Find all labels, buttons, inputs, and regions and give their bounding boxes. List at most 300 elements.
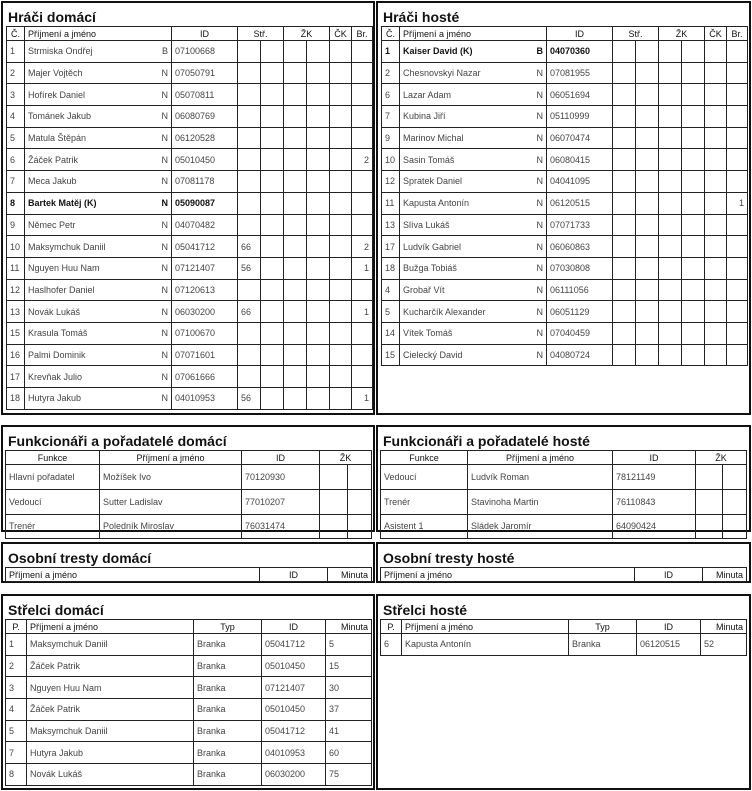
player-yellow-1 [284, 236, 307, 258]
player-row [7, 257, 373, 279]
player-goals [238, 192, 261, 214]
player-name-cell [25, 257, 172, 279]
player-yellow-2 [682, 62, 705, 84]
col-id: ID [635, 568, 703, 582]
player-row [382, 149, 748, 171]
scorer-name: Maksymchuk Daniil [27, 720, 194, 742]
player-goals-extra [636, 41, 659, 63]
player-flag: B [161, 46, 168, 57]
player-yellow-1 [284, 344, 307, 366]
player-goals-extra [636, 301, 659, 323]
player-name: Strmiska Ondřej [28, 46, 93, 57]
official-role: Vedoucí [6, 489, 100, 514]
player-id: 07081178 [172, 171, 238, 193]
player-name: Meca Jakub [28, 176, 77, 187]
player-name-cell [25, 149, 172, 171]
official-yellow-2 [348, 489, 372, 514]
player-id: 07071601 [172, 344, 238, 366]
player-goals-extra [636, 171, 659, 193]
player-name: Lazar Adam [403, 89, 452, 100]
col-br: Br. [727, 27, 748, 41]
player-name-cell [400, 41, 547, 63]
player-row [7, 214, 373, 236]
players-home-panel [1, 1, 375, 415]
player-flag: N [161, 89, 168, 100]
scorer-minute: 15 [326, 655, 372, 677]
player-name: Krevňak Julio [28, 371, 83, 382]
player-goals [613, 257, 636, 279]
scorer-row [381, 634, 747, 656]
player-id: 05110999 [547, 106, 613, 128]
player-id: 04041095 [547, 171, 613, 193]
scorer-row [6, 634, 372, 656]
player-yellow-1 [284, 84, 307, 106]
official-name: Možíšek Ivo [100, 465, 242, 490]
player-row [7, 171, 373, 193]
player-yellow-1 [659, 106, 682, 128]
player-name: Vítek Tomáš [403, 328, 453, 339]
official-yellow-2 [348, 514, 372, 539]
penalties-away-title: Osobní tresty hosté [383, 550, 515, 566]
player-flag: N [536, 306, 543, 317]
player-red [330, 388, 352, 410]
player-name-cell [400, 171, 547, 193]
player-red [330, 106, 352, 128]
player-id: 05090087 [172, 192, 238, 214]
official-id: 76031474 [242, 514, 320, 539]
player-br [352, 366, 373, 388]
player-flag: N [536, 349, 543, 360]
player-flag: N [161, 198, 168, 209]
player-yellow-2 [307, 344, 330, 366]
player-name-cell [400, 236, 547, 258]
player-name: Hofírek Daniel [28, 89, 86, 100]
player-number: 12 [382, 171, 400, 193]
player-flag: N [161, 241, 168, 252]
player-number: 6 [7, 149, 25, 171]
player-flag: N [161, 263, 168, 274]
player-goals [613, 344, 636, 366]
col-minute: Minuta [328, 568, 372, 582]
scorer-order: 5 [6, 720, 27, 742]
player-red [330, 301, 352, 323]
player-name: Matula Štěpán [28, 133, 87, 144]
player-yellow-2 [682, 171, 705, 193]
official-id: 76110843 [613, 489, 696, 514]
col-type: Typ [569, 620, 637, 634]
player-name: Slíva Lukáš [403, 219, 450, 230]
col-minute: Minuta [701, 620, 747, 634]
player-name: Cielecký David [403, 349, 463, 360]
col-id: ID [242, 451, 320, 465]
scorer-minute: 5 [326, 634, 372, 656]
player-goals: 56 [238, 257, 261, 279]
player-number: 11 [7, 257, 25, 279]
player-row [7, 84, 373, 106]
player-row [382, 127, 748, 149]
player-flag: N [161, 219, 168, 230]
player-br [352, 62, 373, 84]
player-goals: 66 [238, 301, 261, 323]
officials-home-title: Funkcionáři a pořadatelé domácí [8, 433, 227, 449]
player-number: 7 [7, 171, 25, 193]
col-no: Č. [382, 27, 400, 41]
official-role: Trenér [6, 514, 100, 539]
player-red [330, 149, 352, 171]
player-id: 07050791 [172, 62, 238, 84]
player-yellow-2 [682, 279, 705, 301]
player-yellow-2 [682, 257, 705, 279]
player-name-cell [25, 388, 172, 410]
col-name: Příjmení a jméno [25, 27, 172, 41]
player-red [705, 149, 727, 171]
player-goals [613, 84, 636, 106]
player-number: 10 [7, 236, 25, 258]
player-yellow-1 [284, 322, 307, 344]
player-red [705, 236, 727, 258]
scorer-minute: 41 [326, 720, 372, 742]
player-br: 1 [727, 192, 748, 214]
player-name: Bartek Matěj (K) [28, 198, 97, 209]
player-yellow-1 [284, 279, 307, 301]
player-br: 1 [352, 257, 373, 279]
player-goals [613, 127, 636, 149]
player-number: 17 [382, 236, 400, 258]
player-row [382, 301, 748, 323]
player-id: 07100668 [172, 41, 238, 63]
player-br [727, 344, 748, 366]
scorer-row [6, 677, 372, 699]
player-goals-extra [636, 236, 659, 258]
player-number: 3 [7, 84, 25, 106]
col-goals: Stř. [613, 27, 659, 41]
player-flag: N [536, 284, 543, 295]
player-goals [613, 106, 636, 128]
player-br [727, 62, 748, 84]
player-red [705, 84, 727, 106]
officials-away-panel [376, 425, 751, 532]
player-red [705, 344, 727, 366]
player-br: 2 [352, 149, 373, 171]
player-goals [238, 84, 261, 106]
player-row [7, 149, 373, 171]
scorers-away-title: Střelci hosté [383, 602, 468, 618]
col-id: ID [637, 620, 701, 634]
scorer-order: 6 [381, 634, 402, 656]
player-yellow-2 [682, 106, 705, 128]
scorer-order: 2 [6, 655, 27, 677]
official-name: Ludvík Roman [468, 465, 613, 490]
player-yellow-1 [659, 214, 682, 236]
scorers-home-table [5, 619, 372, 786]
scorer-row [6, 720, 372, 742]
official-role: Trenér [381, 489, 468, 514]
player-row [7, 236, 373, 258]
player-number: 4 [382, 279, 400, 301]
player-br: 1 [352, 388, 373, 410]
col-id: ID [613, 451, 696, 465]
player-flag: N [536, 198, 543, 209]
player-id: 05010450 [172, 149, 238, 171]
player-goals-extra [261, 344, 284, 366]
player-name-cell [25, 192, 172, 214]
player-name: Sasin Tomáš [403, 154, 455, 165]
player-row [382, 236, 748, 258]
player-goals [238, 106, 261, 128]
player-yellow-1 [659, 149, 682, 171]
player-row [382, 62, 748, 84]
player-yellow-1 [284, 301, 307, 323]
scorer-id: 05041712 [262, 634, 326, 656]
player-id: 06070474 [547, 127, 613, 149]
col-id: ID [547, 27, 613, 41]
player-red [330, 127, 352, 149]
player-goals-extra [261, 279, 284, 301]
player-id: 06060863 [547, 236, 613, 258]
player-br [352, 344, 373, 366]
player-yellow-1 [284, 388, 307, 410]
player-name-cell [25, 322, 172, 344]
player-goals [238, 344, 261, 366]
player-name-cell [25, 106, 172, 128]
player-yellow-1 [659, 301, 682, 323]
col-yellow: ŽK [320, 451, 372, 465]
player-name-cell [400, 62, 547, 84]
player-id: 07100670 [172, 322, 238, 344]
player-yellow-2 [307, 41, 330, 63]
player-id: 06120515 [547, 192, 613, 214]
col-yellow: ŽK [696, 451, 747, 465]
official-name: Stavinoha Martin [468, 489, 613, 514]
player-flag: N [161, 176, 168, 187]
player-name: Grobař Vít [403, 284, 445, 295]
scorer-order: 8 [6, 764, 27, 786]
player-name-cell [400, 127, 547, 149]
scorer-type: Branka [194, 699, 262, 721]
penalties-away-panel [376, 542, 751, 583]
player-goals-extra [636, 279, 659, 301]
player-flag: N [536, 154, 543, 165]
player-goals-extra [636, 322, 659, 344]
player-flag: N [161, 393, 168, 404]
official-yellow-2 [348, 465, 372, 490]
col-id: ID [172, 27, 238, 41]
penalties-home-title: Osobní tresty domácí [8, 550, 152, 566]
player-red [705, 257, 727, 279]
players-away-title: Hráči hosté [383, 9, 460, 25]
scorer-type: Branka [194, 742, 262, 764]
player-number: 15 [382, 344, 400, 366]
player-goals-extra [636, 106, 659, 128]
player-goals-extra [636, 257, 659, 279]
scorer-name: Hutyra Jakub [27, 742, 194, 764]
scorer-minute: 60 [326, 742, 372, 764]
official-row [381, 514, 747, 539]
player-goals [238, 41, 261, 63]
player-name: Marinov Michal [403, 133, 464, 144]
scorers-home-panel [1, 594, 375, 790]
player-id: 07061666 [172, 366, 238, 388]
penalties-home-panel [1, 542, 375, 583]
official-name: Sutter Ladislav [100, 489, 242, 514]
player-flag: N [536, 176, 543, 187]
player-name-cell [25, 127, 172, 149]
player-goals-extra [636, 127, 659, 149]
col-name: Příjmení a jméno [468, 451, 613, 465]
player-row [382, 214, 748, 236]
player-flag: B [536, 46, 543, 57]
player-name: Maksymchuk Daniil [28, 241, 106, 252]
player-yellow-2 [307, 366, 330, 388]
player-yellow-2 [682, 41, 705, 63]
player-yellow-1 [659, 41, 682, 63]
player-goals [613, 149, 636, 171]
player-br [727, 214, 748, 236]
player-yellow-1 [284, 257, 307, 279]
player-name: Chesnovskyi Nazar [403, 68, 481, 79]
player-goals [613, 322, 636, 344]
player-yellow-2 [307, 214, 330, 236]
player-flag: N [161, 349, 168, 360]
player-goals: 56 [238, 388, 261, 410]
player-red [705, 279, 727, 301]
player-red [330, 366, 352, 388]
player-yellow-1 [659, 236, 682, 258]
player-row [7, 41, 373, 63]
player-name: Ludvík Gabriel [403, 241, 462, 252]
col-goals: Stř. [238, 27, 284, 41]
scorer-row [6, 655, 372, 677]
scorer-minute: 75 [326, 764, 372, 786]
scorer-type: Branka [569, 634, 637, 656]
player-yellow-1 [659, 84, 682, 106]
official-row [381, 465, 747, 490]
player-yellow-2 [307, 127, 330, 149]
player-row [382, 344, 748, 366]
player-red [705, 41, 727, 63]
player-name: Kaiser David (K) [403, 46, 473, 57]
scorer-row [6, 699, 372, 721]
official-id: 78121149 [613, 465, 696, 490]
scorers-home-title: Střelci domácí [8, 602, 104, 618]
col-name: Příjmení a jméno [6, 568, 260, 582]
player-name: Novák Lukáš [28, 306, 81, 317]
player-id: 05070811 [172, 84, 238, 106]
official-id: 64090424 [613, 514, 696, 539]
player-flag: N [536, 111, 543, 122]
player-number: 10 [382, 149, 400, 171]
player-number: 5 [7, 127, 25, 149]
player-name-cell [25, 279, 172, 301]
scorer-name: Novák Lukáš [27, 764, 194, 786]
player-row [7, 366, 373, 388]
player-name: Kubina Jiří [403, 111, 446, 122]
player-name-cell [25, 41, 172, 63]
player-number: 11 [382, 192, 400, 214]
player-id: 06111056 [547, 279, 613, 301]
player-number: 2 [7, 62, 25, 84]
player-row [7, 279, 373, 301]
player-red [330, 41, 352, 63]
player-yellow-1 [284, 366, 307, 388]
scorer-name: Žáček Patrik [27, 699, 194, 721]
player-yellow-2 [307, 301, 330, 323]
player-goals-extra [261, 257, 284, 279]
scorer-name: Maksymchuk Daniil [27, 634, 194, 656]
player-yellow-1 [659, 322, 682, 344]
player-name-cell [400, 192, 547, 214]
col-name: Příjmení a jméno [100, 451, 242, 465]
players-away-table [381, 26, 748, 366]
col-role: Funkce [6, 451, 100, 465]
player-yellow-2 [682, 344, 705, 366]
player-flag: N [161, 68, 168, 79]
player-row [382, 171, 748, 193]
player-yellow-1 [284, 171, 307, 193]
col-br: Br. [352, 27, 373, 41]
official-row [6, 465, 372, 490]
player-goals-extra [261, 192, 284, 214]
player-yellow-2 [682, 84, 705, 106]
player-red [330, 236, 352, 258]
player-goals-extra [261, 322, 284, 344]
scorer-id: 06120515 [637, 634, 701, 656]
col-yellow: ŽK [284, 27, 330, 41]
official-row [6, 514, 372, 539]
officials-away-table [380, 450, 747, 539]
scorer-type: Branka [194, 764, 262, 786]
player-br [352, 279, 373, 301]
official-yellow-2 [723, 489, 747, 514]
official-yellow-1 [320, 489, 348, 514]
player-flag: N [161, 306, 168, 317]
player-red [330, 344, 352, 366]
player-id: 05041712 [172, 236, 238, 258]
scorer-order: 4 [6, 699, 27, 721]
official-name: Sládek Jaromír [468, 514, 613, 539]
penalties-home-table [5, 567, 372, 582]
player-goals-extra [261, 41, 284, 63]
player-id: 04080724 [547, 344, 613, 366]
player-number: 13 [382, 214, 400, 236]
player-yellow-2 [682, 127, 705, 149]
player-yellow-2 [307, 236, 330, 258]
player-number: 8 [7, 192, 25, 214]
player-yellow-2 [307, 149, 330, 171]
player-yellow-1 [284, 106, 307, 128]
player-yellow-2 [682, 214, 705, 236]
players-home-title: Hráči domácí [8, 9, 96, 25]
scorer-type: Branka [194, 634, 262, 656]
player-id: 04010953 [172, 388, 238, 410]
player-goals-extra [261, 214, 284, 236]
player-number: 6 [382, 84, 400, 106]
player-row [382, 192, 748, 214]
player-br [727, 279, 748, 301]
scorer-row [6, 742, 372, 764]
player-id: 06051694 [547, 84, 613, 106]
player-name: Majer Vojtěch [28, 68, 83, 79]
player-yellow-2 [307, 388, 330, 410]
player-number: 18 [382, 257, 400, 279]
players-away-panel [376, 1, 751, 415]
player-number: 7 [382, 106, 400, 128]
player-number: 9 [7, 214, 25, 236]
player-id: 06051129 [547, 301, 613, 323]
player-yellow-1 [659, 279, 682, 301]
player-name-cell [400, 106, 547, 128]
player-br [352, 127, 373, 149]
